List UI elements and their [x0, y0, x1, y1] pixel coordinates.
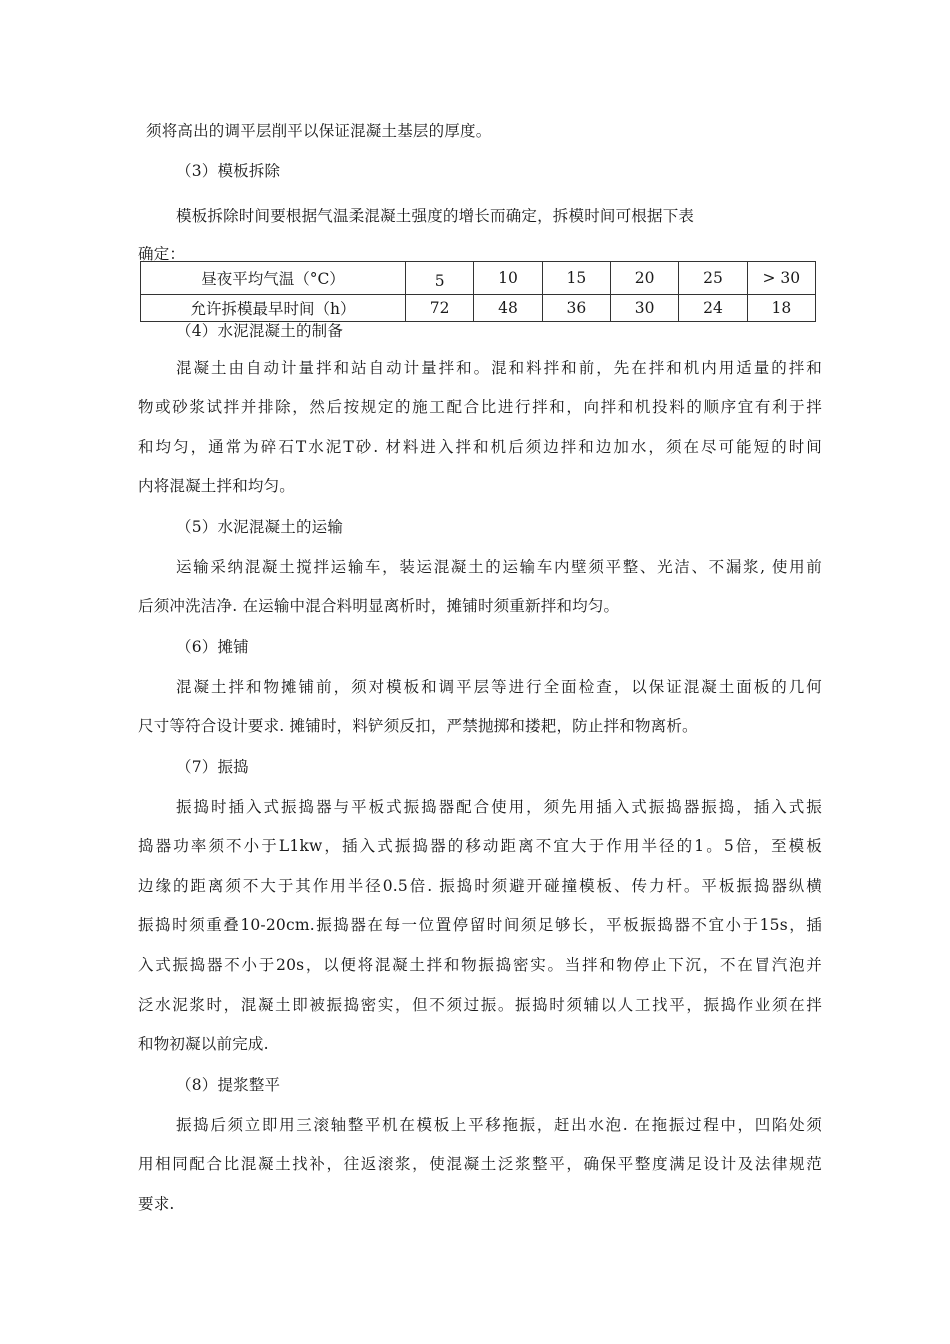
section-heading-7: （7）振捣	[176, 758, 249, 776]
table-row	[141, 262, 816, 295]
paragraph-line: 运输采纳混凝土搅拌运输车，装运混凝土的运输车内壁须平整、光洁、不漏浆, 使用前	[176, 558, 822, 576]
paragraph-line: 振捣后须立即用三滚轴整平机在模板上平移拖振，赶出水泡. 在拖振过程中，凹陷处须	[176, 1116, 822, 1134]
table-cell: 72	[406, 295, 474, 322]
section-heading-6: （6）摊铺	[176, 638, 249, 656]
paragraph-line: 和物初凝以前完成.	[138, 1035, 269, 1053]
paragraph-line: 模板拆除时间要根据气温柔混凝土强度的增长而确定，拆模时间可根据下表	[176, 207, 695, 225]
paragraph-line: 混凝土由自动计量拌和站自动计量拌和。混和料拌和前，先在拌和机内用适量的拌和	[176, 359, 822, 377]
table-cell: 昼夜平均气温（°C）	[141, 262, 406, 295]
paragraph-line: 和均匀，通常为碎石T水泥T砂. 材料进入拌和机后须边拌和边加水，须在尽可能短的时间	[138, 438, 822, 456]
table-cell: > 30	[747, 262, 815, 295]
table-row	[141, 295, 816, 322]
paragraph-line: 用相同配合比混凝土找补，往返滚浆，使混凝土泛浆整平，确保平整度满足设计及法律规范	[138, 1155, 822, 1173]
paragraph-line: 后须冲洗洁净. 在运输中混合料明显离析时，摊铺时须重新拌和均匀。	[138, 597, 620, 615]
section-heading-3: （3）模板拆除	[176, 162, 281, 180]
table-cell: 允许拆模最早时间（h）	[141, 295, 406, 322]
paragraph-line: 边缘的距离须不大于其作用半径0.5倍. 振捣时须避开碰撞模板、传力杆。平板振捣器纵横	[138, 877, 822, 895]
table-cell: 15	[542, 262, 610, 295]
paragraph-line: 捣器功率须不小于L1kw，插入式振捣器的移动距离不宜大于作用半径的1。5倍，至模板	[138, 837, 822, 855]
paragraph-line: 振捣时须重叠10-20cm.振捣器在每一位置停留时间须足够长，平板振捣器不宜小于15s，插	[138, 916, 822, 934]
table-cell: 25	[679, 262, 747, 295]
paragraph-line: 确定：	[138, 245, 186, 263]
table-cell: 30	[610, 295, 678, 322]
table-cell: 36	[542, 295, 610, 322]
table-cell: 48	[474, 295, 542, 322]
section-heading-5: （5）水泥混凝土的运输	[176, 518, 344, 536]
formwork-removal-table	[140, 261, 816, 322]
paragraph-line: 入式振捣器不小于20s，以便将混凝土拌和物振捣密实。当拌和物停止下沉，不在冒汽泡并	[138, 956, 822, 974]
paragraph-line: 要求.	[138, 1195, 175, 1213]
table-cell: 10	[474, 262, 542, 295]
table-cell: 20	[610, 262, 678, 295]
paragraph-line: 尺寸等符合设计要求. 摊铺时，料铲须反扣，严禁抛掷和搂耙，防止拌和物离析。	[138, 717, 698, 735]
section-heading-4: （4）水泥混凝土的制备	[176, 322, 344, 340]
section-heading-8: （8）提浆整平	[176, 1076, 281, 1094]
table-cell: 5	[406, 262, 474, 295]
paragraph-line: 泛水泥浆时，混凝土即被振捣密实，但不须过振。振捣时须辅以人工找平，振捣作业须在拌	[138, 996, 822, 1014]
paragraph-line: 内将混凝土拌和均匀。	[138, 477, 296, 495]
table-cell: 18	[747, 295, 815, 322]
paragraph-line: 物或砂浆试拌并排除，然后按规定的施工配合比进行拌和，向拌和机投料的顺序宜有利于拌	[138, 398, 822, 416]
paragraph-line: 须将高出的调平层削平以保证混凝土基层的厚度。	[146, 122, 492, 140]
paragraph-line: 混凝土拌和物摊铺前，须对模板和调平层等进行全面检查，以保证混凝土面板的几何	[176, 678, 822, 696]
paragraph-line: 振捣时插入式振捣器与平板式振捣器配合使用，须先用插入式振捣器振捣，插入式振	[176, 798, 822, 816]
table-cell: 24	[679, 295, 747, 322]
